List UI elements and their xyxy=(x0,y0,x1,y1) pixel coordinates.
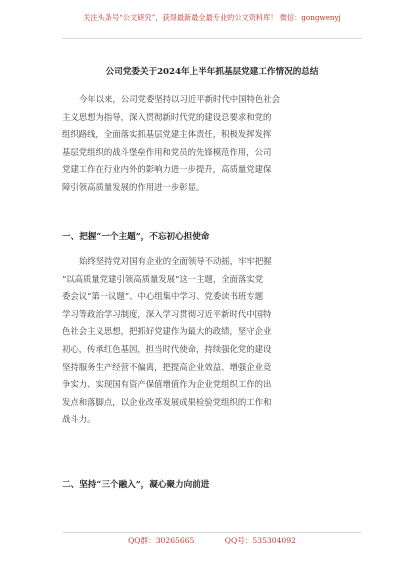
section-heading-1: 一、把握“一个主题”，不忘初心担使命 xyxy=(62,232,210,242)
intro-paragraph xyxy=(62,91,362,197)
paragraph-line: 坚持服务生产经营不偏离，把提高企业效益、增强企业竞 xyxy=(62,361,272,372)
header-note: 关注头条号“公文研究”，获得最新最全最专业的公文资料库！ 微信：gongwenyj xyxy=(83,13,341,22)
paragraph-line: 色社会主义思想，把抓好党建作为最大的政绩，坚守企业 xyxy=(62,326,272,337)
paragraph-line: “以高质量党建引领高质量发展”这一主题，全面落实党 xyxy=(62,273,264,284)
section-1-paragraph xyxy=(62,253,362,429)
paragraph-line: 战斗力。 xyxy=(62,414,96,425)
section-heading-2: 二、坚持“三个融入”，凝心聚力向前进 xyxy=(62,480,210,490)
paragraph-line: 障引领高质量发展的作用进一步彰显。 xyxy=(62,181,205,192)
paragraph-line: 争实力、实现国有资产保值增值作为企业党组织工作的出 xyxy=(62,379,272,390)
paragraph-line: 委会议“第一议题”、中心组集中学习、党委读书班专题 xyxy=(62,291,264,302)
paragraph-line: 初心，传承红色基因，担当时代使命，持续强化党的建设 xyxy=(62,343,272,354)
header-divider xyxy=(62,38,362,39)
paragraph-line: 学习等政治学习制度，深入学习贯彻习近平新时代中国特 xyxy=(62,308,272,319)
paragraph-line: 发点和落脚点，以企业改革发展成果检验党组织的工作和 xyxy=(62,396,272,407)
paragraph-line: 基层党组织的战斗堡垒作用和党员的先锋模范作用，公司 xyxy=(62,146,272,157)
paragraph-line: 今年以来，公司党委坚持以习近平新时代中国特色社会 xyxy=(79,94,280,104)
paragraph-line: 主义思想为指导，深入贯彻新时代党的建设总要求和党的 xyxy=(62,111,272,122)
document-title: 公司党委关于2024年上半年抓基层党建工作情况的总结 xyxy=(105,67,319,77)
paragraph-line: 党建工作在行业内外的影响力进一步提升，高质量党建保 xyxy=(62,164,272,175)
footer-divider xyxy=(62,532,362,533)
paragraph-line: 组织路线，全面落实抓基层党建主体责任，积极发挥发挥 xyxy=(62,129,272,140)
footer-qq-number: QQ号：535304092 xyxy=(224,536,296,545)
footer-qq-group: QQ群：30265665 xyxy=(128,536,195,545)
footer-contacts xyxy=(62,535,362,546)
paragraph-line: 始终坚持党对国有企业的全面领导不动摇，牢牢把握 xyxy=(79,256,272,266)
